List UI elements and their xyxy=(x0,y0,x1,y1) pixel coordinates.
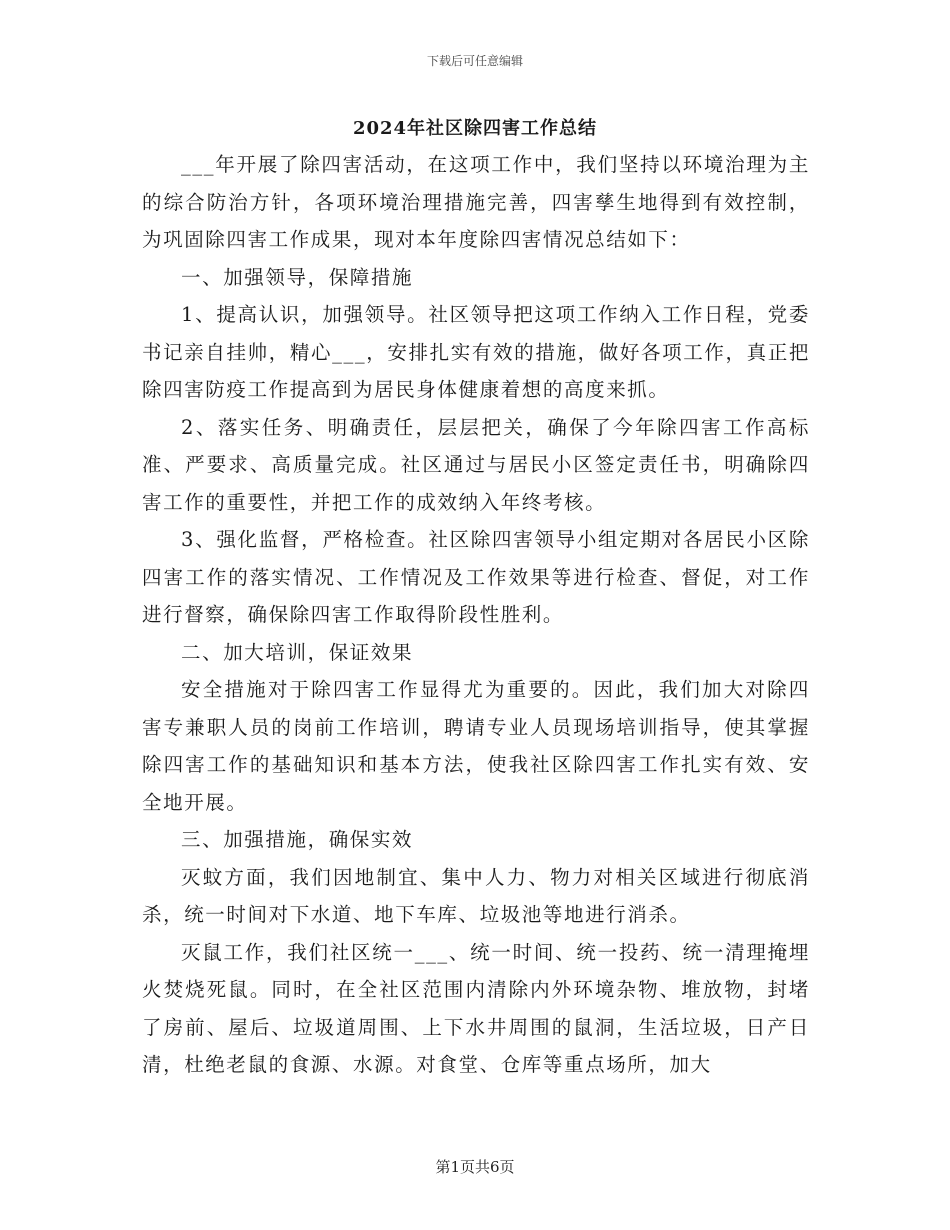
paragraph-3-2: 灭鼠工作，我们社区统一___、统一时间、统一投药、统一清理掩埋火焚烧死鼠。同时，在全社区范围内清除内外环境杂物、堆放物，封堵了房前、屋后、垃圾道周围、上下水井周围的鼠洞，生活垃圾，日产日清，杜绝老鼠的食源、水源。对食堂、仓库等重点场所，加大 xyxy=(142,940,810,1076)
paragraph-2-1: 安全措施对于除四害工作显得尤为重要的。因此，我们加大对除四害专兼职人员的岗前工作培训，聘请专业人员现场培训指导，使其掌握除四害工作的基础知识和基本方法，使我社区除四害工作扎实有效、安全地开展。 xyxy=(142,678,810,814)
section-heading-1: 一、加强领导，保障措施 xyxy=(181,265,414,289)
header-note: 下载后可任意编辑 xyxy=(426,54,523,68)
paragraph-intro: ___年开展了除四害活动，在这项工作中，我们坚持以环境治理为主的综合防治方针，各项环境治理措施完善，四害孳生地得到有效控制，为巩固除四害工作成果，现对本年度除四害情况总结如下： xyxy=(142,153,810,251)
section-heading-2: 二、加大培训，保证效果 xyxy=(181,640,414,664)
paragraph-1-1: 1、提高认识，加强领导。社区领导把这项工作纳入工作日程，党委书记亲自挂帅，精心___，安排扎实有效的措施，做好各项工作，真正把除四害防疫工作提高到为居民身体健康着想的高度来抓。 xyxy=(142,303,810,401)
section-heading-3: 三、加强措施，确保实效 xyxy=(181,828,414,851)
page-footer: 第1页共6页 xyxy=(435,1158,515,1176)
paragraph-1-3: 3、强化监督，严格检查。社区除四害领导小组定期对各居民小区除四害工作的落实情况、工作情况及工作效果等进行检查、督促，对工作进行督察，确保除四害工作取得阶段性胜利。 xyxy=(142,528,810,626)
document-title: 2024年社区除四害工作总结 xyxy=(352,118,598,139)
paragraph-1-2: 2、落实任务、明确责任，层层把关，确保了今年除四害工作高标准、严要求、高质量完成。社区通过与居民小区签定责任书，明确除四害工作的重要性，并把工作的成效纳入年终考核。 xyxy=(142,415,810,514)
paragraph-3-1: 灭蚊方面，我们因地制宜、集中人力、物力对相关区域进行彻底消杀，统一时间对下水道、地下车库、垃圾池等地进行消杀。 xyxy=(142,865,810,926)
document-body xyxy=(142,146,810,1084)
